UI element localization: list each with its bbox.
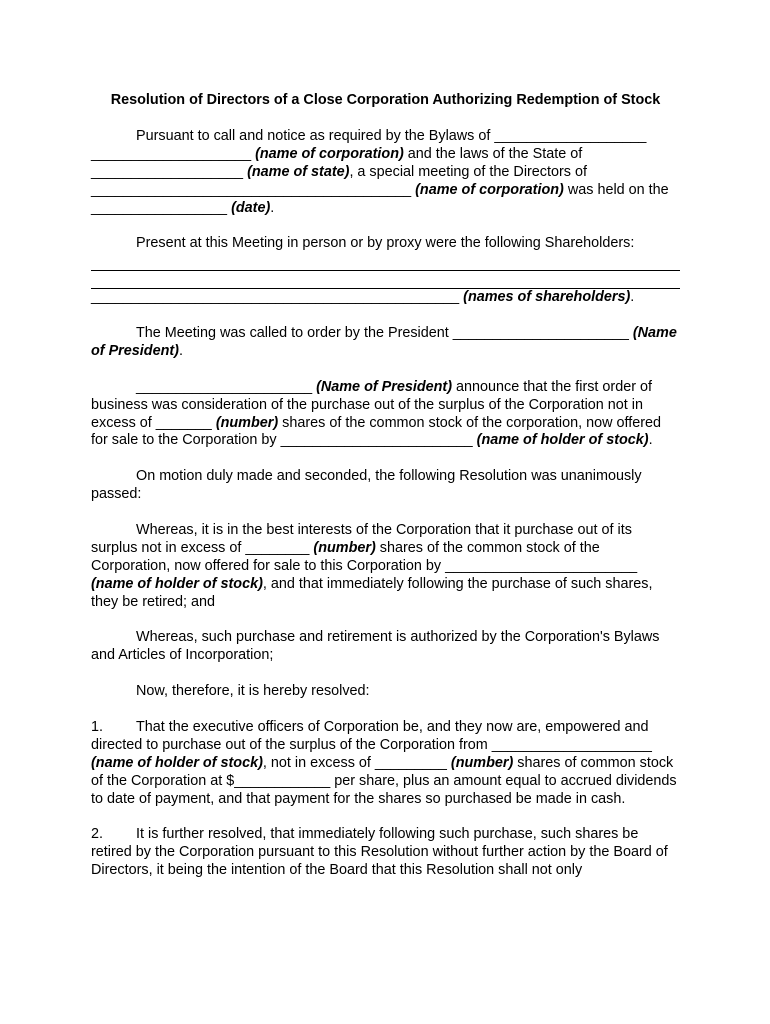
text: That the executive officers of Corporation be, and they now are, empowered and directed to purchase out of the surplus of the Corporation from ____________________	[91, 718, 652, 753]
blank-line	[91, 253, 680, 271]
text: ______________________________________________	[91, 289, 464, 306]
text: Pursuant to call and notice as required by the Bylaws of ___________________ ____________________	[91, 127, 647, 162]
placeholder-name-of-state: (name of state)	[247, 163, 350, 180]
placeholder-names-of-shareholders: (names of shareholders)	[463, 289, 631, 306]
paragraph-meeting-call	[91, 128, 680, 218]
placeholder-number: (number)	[450, 754, 514, 771]
placeholder-name-of-holder-of-stock: (name of holder of stock)	[91, 575, 263, 592]
text: and the laws of the State of ___________________	[91, 145, 583, 180]
text: , a special meeting of the Directors of ________________________________________	[91, 163, 587, 198]
paragraph-first-order-of-business	[91, 379, 680, 451]
paragraph-shareholder-names	[91, 289, 680, 307]
text: shares of the common stock of the Corporation, now offered for sale to this Corporation by ________________________	[91, 539, 638, 574]
paragraph-motion: On motion duly made and seconded, the following Resolution was unanimously passed:	[91, 468, 642, 503]
blank-line	[91, 271, 680, 289]
text: .	[648, 432, 653, 449]
text: .	[270, 199, 275, 216]
placeholder-name-of-holder-of-stock: (name of holder of stock)	[91, 754, 263, 771]
placeholder-name-of-president: (Name of President)	[316, 378, 453, 395]
placeholder-name-of-corporation: (name of corporation)	[255, 145, 404, 162]
paragraph-whereas-best-interests	[91, 522, 680, 612]
resolution-item-2	[91, 826, 680, 880]
item-number: 1.	[91, 718, 104, 735]
text: .	[630, 289, 635, 306]
paragraph-present-shareholders: Present at this Meeting in person or by proxy were the following Shareholders:	[136, 235, 635, 252]
placeholder-date: (date)	[231, 199, 271, 216]
placeholder-name-of-president: (Name of President)	[91, 325, 677, 359]
text: was held on the _________________	[91, 181, 669, 216]
item-number: 2.	[91, 826, 104, 843]
text: It is further resolved, that immediately following such purchase, such shares be retired by the Corporation pursuant to this Resolution without further action by the Board of Directors, it being the intention of the Board that this Resolution shall not only	[91, 826, 668, 879]
text: , and that immediately following the purchase of such shares, they be retired; and	[91, 575, 653, 610]
text: Whereas, it is in the best interests of the Corporation that it purchase out of its surplus not in excess of ________	[91, 521, 632, 556]
placeholder-number: (number)	[313, 539, 376, 556]
text: , not in excess of _________	[262, 754, 451, 771]
text: ______________________	[136, 378, 317, 395]
placeholder-name-of-holder-of-stock: (name of holder of stock)	[476, 432, 649, 449]
paragraph-whereas-authorized: Whereas, such purchase and retirement is authorized by the Corporation's Bylaws and Articles of Incorporation;	[91, 629, 660, 664]
resolution-item-1	[91, 719, 680, 809]
text: shares of the common stock of the corporation, now offered for sale to the Corporation by ________________________	[91, 414, 662, 449]
text: The Meeting was called to order by the President ______________________	[136, 325, 633, 342]
paragraph-now-therefore: Now, therefore, it is hereby resolved:	[136, 683, 370, 700]
placeholder-number: (number)	[215, 414, 279, 431]
text: .	[178, 342, 183, 359]
document-page	[91, 92, 680, 880]
placeholder-name-of-corporation: (name of corporation)	[415, 181, 564, 198]
text: shares of common stock of the Corporation at $____________ per share, plus an amount equal to accrued dividends to date of payment, and that payment for the shares so purchased be made in cash.	[91, 754, 677, 807]
text: announce that the first order of business was consideration of the purchase out of the surplus of the Corporation not in excess of _______	[91, 378, 653, 431]
paragraph-called-to-order	[91, 325, 680, 361]
document-title: Resolution of Directors of a Close Corporation Authorizing Redemption of Stock	[110, 92, 661, 108]
